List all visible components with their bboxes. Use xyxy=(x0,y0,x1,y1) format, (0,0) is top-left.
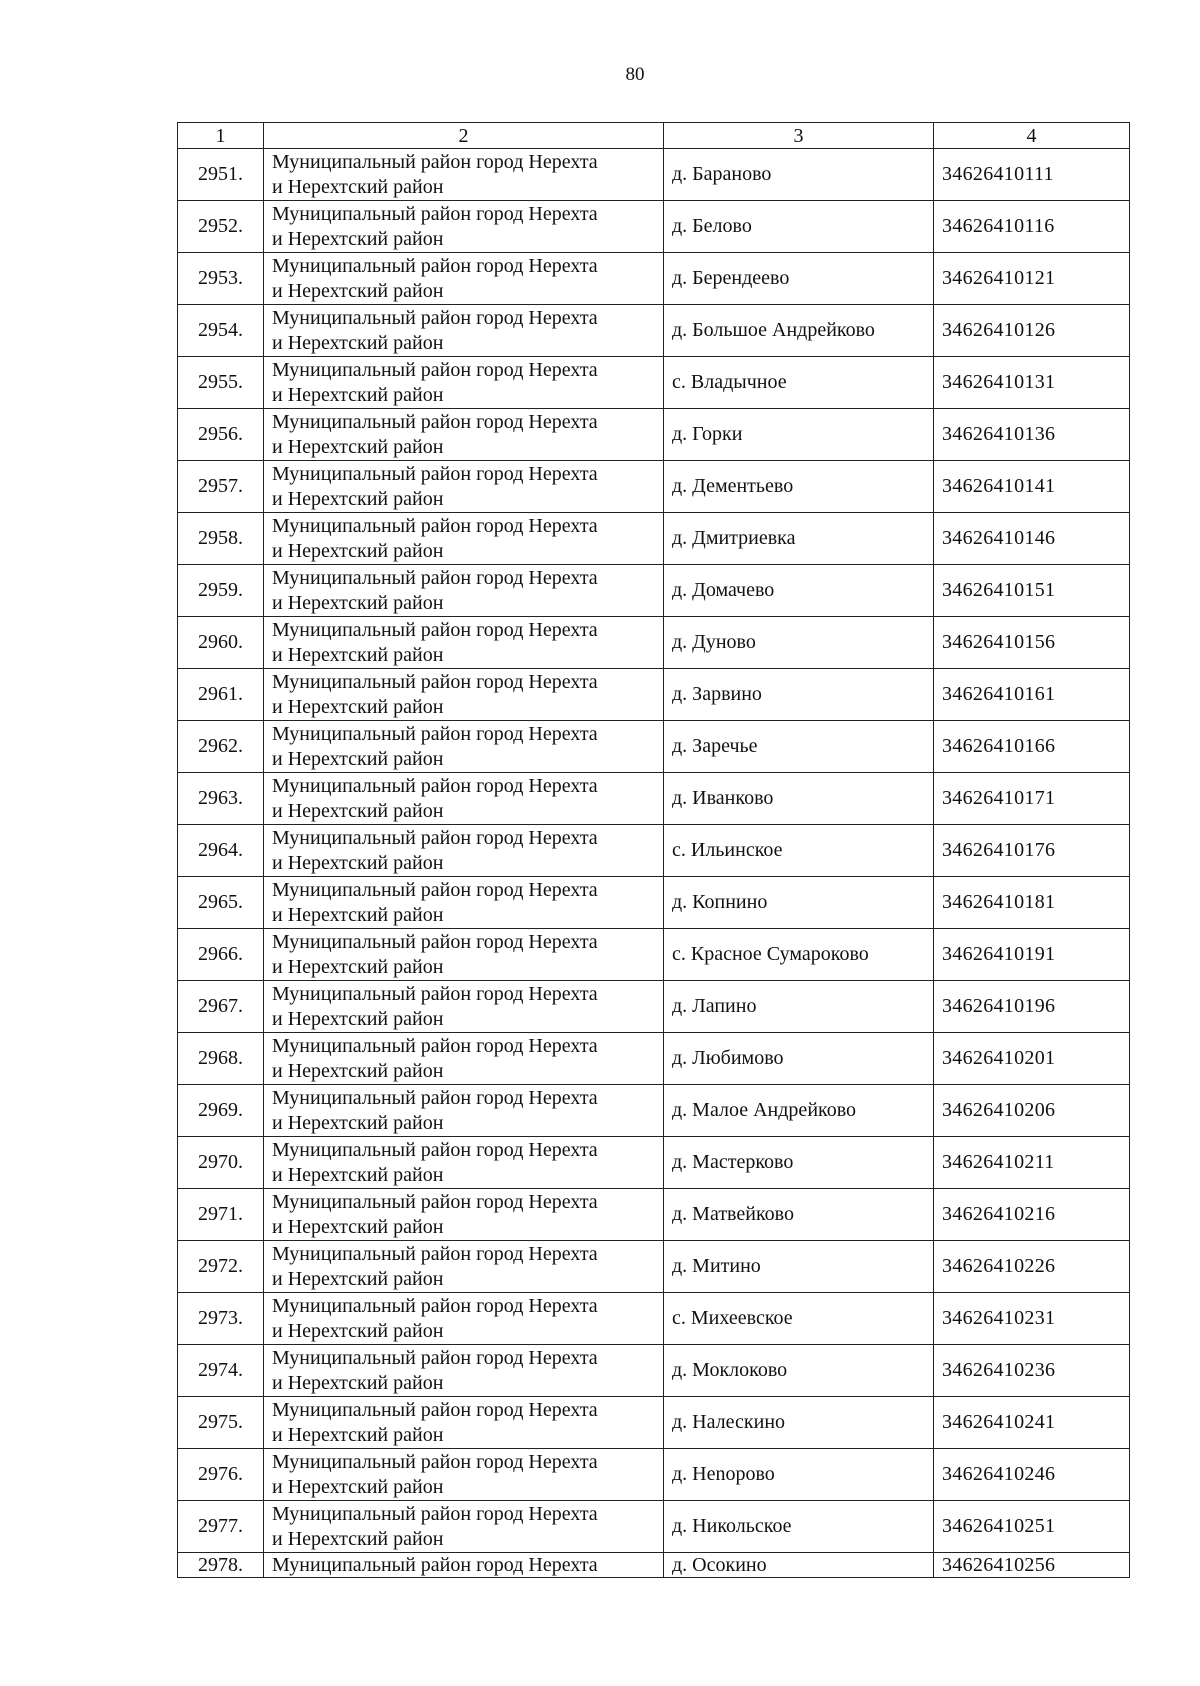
header-col-2: 2 xyxy=(264,123,664,149)
district-line-1: Муниципальный район город Нерехта xyxy=(272,514,598,537)
code-cell: 34626410136 xyxy=(934,409,1130,461)
code-cell: 34626410191 xyxy=(934,929,1130,981)
table-row xyxy=(178,1241,1130,1293)
district-cell xyxy=(264,1189,664,1241)
code-cell: 34626410211 xyxy=(934,1137,1130,1189)
code-cell: 34626410196 xyxy=(934,981,1130,1033)
code-cell: 34626410231 xyxy=(934,1293,1130,1345)
code-cell: 34626410156 xyxy=(934,617,1130,669)
code-cell: 34626410111 xyxy=(934,149,1130,201)
header-col-4: 4 xyxy=(934,123,1130,149)
header-col-1: 1 xyxy=(178,123,264,149)
code-cell: 34626410161 xyxy=(934,669,1130,721)
district-cell xyxy=(264,1033,664,1085)
code-cell: 34626410181 xyxy=(934,877,1130,929)
district-cell xyxy=(264,1553,664,1578)
district-line-1: Муниципальный район город Нерехта xyxy=(272,254,598,277)
table-row xyxy=(178,825,1130,877)
table-row xyxy=(178,1085,1130,1137)
district-cell xyxy=(264,1501,664,1553)
district-line-2: и Нерехтский район xyxy=(272,955,444,978)
code-cell: 34626410251 xyxy=(934,1501,1130,1553)
code-cell: 34626410206 xyxy=(934,1085,1130,1137)
table-header xyxy=(178,123,1130,149)
district-cell xyxy=(264,617,664,669)
code-cell: 34626410176 xyxy=(934,825,1130,877)
district-cell xyxy=(264,565,664,617)
header-row xyxy=(178,123,1130,149)
row-number: 2966. xyxy=(178,929,264,981)
settlement-cell: д. Неnoрово xyxy=(664,1449,934,1501)
district-line-1: Муниципальный район город Нерехта xyxy=(272,1294,598,1317)
district-line-1: Муниципальный район город Нерехта xyxy=(272,1554,598,1576)
district-cell xyxy=(264,877,664,929)
settlement-cell: с. Красное Сумароково xyxy=(664,929,934,981)
district-cell xyxy=(264,721,664,773)
district-line-1: Муниципальный район город Нерехта xyxy=(272,150,598,173)
district-line-2: и Нерехтский район xyxy=(272,903,444,926)
table-row xyxy=(178,1397,1130,1449)
district-line-1: Муниципальный район город Нерехта xyxy=(272,878,598,901)
table-row xyxy=(178,1137,1130,1189)
district-cell xyxy=(264,1449,664,1501)
table-row xyxy=(178,617,1130,669)
code-cell: 34626410216 xyxy=(934,1189,1130,1241)
district-line-2: и Нерехтский район xyxy=(272,591,444,614)
district-line-2: и Нерехтский район xyxy=(272,799,444,822)
header-col-3: 3 xyxy=(664,123,934,149)
settlement-cell: д. Зарвино xyxy=(664,669,934,721)
row-number: 2954. xyxy=(178,305,264,357)
row-number: 2953. xyxy=(178,253,264,305)
district-line-1: Муниципальный район город Нерехта xyxy=(272,1190,598,1213)
settlements-table xyxy=(177,122,1130,1578)
settlement-cell: д. Лапино xyxy=(664,981,934,1033)
district-line-2: и Нерехтский район xyxy=(272,487,444,510)
row-number: 2973. xyxy=(178,1293,264,1345)
district-line-1: Муниципальный район город Нерехта xyxy=(272,930,598,953)
district-cell xyxy=(264,1293,664,1345)
table-row xyxy=(178,929,1130,981)
district-line-1: Муниципальный район город Нерехта xyxy=(272,982,598,1005)
code-cell: 34626410226 xyxy=(934,1241,1130,1293)
district-cell xyxy=(264,253,664,305)
district-line-2: и Нерехтский район xyxy=(272,1111,444,1134)
district-line-2: и Нерехтский район xyxy=(272,1319,444,1342)
row-number: 2962. xyxy=(178,721,264,773)
row-number: 2971. xyxy=(178,1189,264,1241)
settlement-cell: д. Осокино xyxy=(664,1553,934,1578)
table-row xyxy=(178,981,1130,1033)
row-number: 2952. xyxy=(178,201,264,253)
settlement-cell: д. Любимово xyxy=(664,1033,934,1085)
row-number: 2975. xyxy=(178,1397,264,1449)
settlement-cell: д. Моклоково xyxy=(664,1345,934,1397)
table-row xyxy=(178,149,1130,201)
district-line-2: и Нерехтский район xyxy=(272,1371,444,1394)
row-number: 2967. xyxy=(178,981,264,1033)
page-number: 80 xyxy=(625,64,645,85)
settlement-cell: с. Ильинское xyxy=(664,825,934,877)
table-row xyxy=(178,461,1130,513)
district-cell xyxy=(264,149,664,201)
code-cell: 34626410171 xyxy=(934,773,1130,825)
row-number: 2961. xyxy=(178,669,264,721)
row-number: 2976. xyxy=(178,1449,264,1501)
table-row xyxy=(178,1449,1130,1501)
table-row xyxy=(178,201,1130,253)
table-row xyxy=(178,513,1130,565)
table-row xyxy=(178,773,1130,825)
district-line-1: Муниципальный район город Нерехта xyxy=(272,1138,598,1161)
district-cell xyxy=(264,929,664,981)
settlement-cell: д. Иванково xyxy=(664,773,934,825)
district-line-2: и Нерехтский район xyxy=(272,435,444,458)
table-row xyxy=(178,1501,1130,1553)
row-number: 2958. xyxy=(178,513,264,565)
district-cell xyxy=(264,1241,664,1293)
district-line-2: и Нерехтский район xyxy=(272,1475,444,1498)
code-cell: 34626410146 xyxy=(934,513,1130,565)
settlement-cell: д. Копнино xyxy=(664,877,934,929)
district-cell xyxy=(264,1085,664,1137)
district-cell xyxy=(264,1137,664,1189)
row-number: 2964. xyxy=(178,825,264,877)
table-row xyxy=(178,1345,1130,1397)
district-line-2: и Нерехтский район xyxy=(272,1527,444,1550)
district-line-2: и Нерехтский район xyxy=(272,331,444,354)
district-line-2: и Нерехтский район xyxy=(272,1423,444,1446)
table-row xyxy=(178,1033,1130,1085)
district-line-2: и Нерехтский район xyxy=(272,383,444,406)
table-row xyxy=(178,357,1130,409)
settlement-cell: д. Домачево xyxy=(664,565,934,617)
settlement-cell: с. Михеевское xyxy=(664,1293,934,1345)
row-number: 2969. xyxy=(178,1085,264,1137)
district-line-2: и Нерехтский район xyxy=(272,1215,444,1238)
district-cell xyxy=(264,305,664,357)
district-line-1: Муниципальный район город Нерехта xyxy=(272,306,598,329)
code-cell: 34626410166 xyxy=(934,721,1130,773)
district-line-1: Муниципальный район город Нерехта xyxy=(272,1034,598,1057)
row-number: 2970. xyxy=(178,1137,264,1189)
code-cell: 34626410236 xyxy=(934,1345,1130,1397)
settlement-cell: д. Берендеево xyxy=(664,253,934,305)
district-line-1: Муниципальный район город Нерехта xyxy=(272,462,598,485)
settlement-cell: д. Бараново xyxy=(664,149,934,201)
settlement-cell: с. Владычное xyxy=(664,357,934,409)
district-line-2: и Нерехтский район xyxy=(272,1059,444,1082)
row-number: 2965. xyxy=(178,877,264,929)
district-cell xyxy=(264,461,664,513)
table-row xyxy=(178,565,1130,617)
settlement-cell: д. Матвейково xyxy=(664,1189,934,1241)
district-line-2: и Нерехтский район xyxy=(272,1267,444,1290)
district-cell xyxy=(264,201,664,253)
district-line-2: и Нерехтский район xyxy=(272,1163,444,1186)
settlement-cell: д. Белово xyxy=(664,201,934,253)
table-row xyxy=(178,721,1130,773)
row-number: 2951. xyxy=(178,149,264,201)
table-row xyxy=(178,669,1130,721)
table-row xyxy=(178,305,1130,357)
code-cell: 34626410256 xyxy=(934,1553,1130,1578)
table-row xyxy=(178,409,1130,461)
district-cell xyxy=(264,981,664,1033)
row-number: 2978. xyxy=(178,1553,264,1578)
code-cell: 34626410121 xyxy=(934,253,1130,305)
district-line-2: и Нерехтский район xyxy=(272,1007,444,1030)
district-line-2: и Нерехтский район xyxy=(272,851,444,874)
district-line-2: и Нерехтский район xyxy=(272,279,444,302)
district-line-1: Муниципальный район город Нерехта xyxy=(272,1346,598,1369)
table-row xyxy=(178,877,1130,929)
row-number: 2960. xyxy=(178,617,264,669)
district-line-1: Муниципальный район город Нерехта xyxy=(272,202,598,225)
district-line-2: и Нерехтский район xyxy=(272,175,444,198)
district-line-1: Муниципальный район город Нерехта xyxy=(272,1086,598,1109)
district-line-1: Муниципальный район город Нерехта xyxy=(272,566,598,589)
row-number: 2959. xyxy=(178,565,264,617)
settlement-cell: д. Дмитриевка xyxy=(664,513,934,565)
code-cell: 34626410201 xyxy=(934,1033,1130,1085)
table-body xyxy=(178,149,1130,1578)
district-line-2: и Нерехтский район xyxy=(272,695,444,718)
code-cell: 34626410151 xyxy=(934,565,1130,617)
settlement-cell: д. Большое Андрейково xyxy=(664,305,934,357)
settlement-cell: д. Заречье xyxy=(664,721,934,773)
district-line-1: Муниципальный район город Нерехта xyxy=(272,358,598,381)
settlement-cell: д. Митино xyxy=(664,1241,934,1293)
district-line-1: Муниципальный район город Нерехта xyxy=(272,1242,598,1265)
district-cell xyxy=(264,513,664,565)
district-cell xyxy=(264,825,664,877)
table-row xyxy=(178,1553,1130,1578)
district-line-1: Муниципальный район город Нерехта xyxy=(272,826,598,849)
district-line-1: Муниципальный район город Нерехта xyxy=(272,1398,598,1421)
district-line-1: Муниципальный район город Нерехта xyxy=(272,774,598,797)
table-row xyxy=(178,1189,1130,1241)
row-number: 2972. xyxy=(178,1241,264,1293)
district-line-2: и Нерехтский район xyxy=(272,227,444,250)
district-cell xyxy=(264,773,664,825)
district-line-1: Муниципальный район город Нерехта xyxy=(272,670,598,693)
settlement-cell: д. Налескино xyxy=(664,1397,934,1449)
row-number: 2974. xyxy=(178,1345,264,1397)
district-cell xyxy=(264,357,664,409)
code-cell: 34626410141 xyxy=(934,461,1130,513)
row-number: 2963. xyxy=(178,773,264,825)
settlement-cell: д. Никольское xyxy=(664,1501,934,1553)
settlement-cell: д. Малое Андрейково xyxy=(664,1085,934,1137)
settlement-cell: д. Горки xyxy=(664,409,934,461)
settlement-cell: д. Мастерково xyxy=(664,1137,934,1189)
district-line-1: Муниципальный район город Нерехта xyxy=(272,618,598,641)
district-line-2: и Нерехтский район xyxy=(272,643,444,666)
row-number: 2968. xyxy=(178,1033,264,1085)
code-cell: 34626410116 xyxy=(934,201,1130,253)
code-cell: 34626410126 xyxy=(934,305,1130,357)
district-cell xyxy=(264,1345,664,1397)
row-number: 2977. xyxy=(178,1501,264,1553)
row-number: 2957. xyxy=(178,461,264,513)
code-cell: 34626410246 xyxy=(934,1449,1130,1501)
code-cell: 34626410241 xyxy=(934,1397,1130,1449)
settlement-cell: д. Дуново xyxy=(664,617,934,669)
district-line-1: Муниципальный район город Нерехта xyxy=(272,722,598,745)
table-row xyxy=(178,253,1130,305)
district-line-1: Муниципальный район город Нерехта xyxy=(272,1450,598,1473)
row-number: 2956. xyxy=(178,409,264,461)
district-line-2: и Нерехтский район xyxy=(272,539,444,562)
district-line-1: Муниципальный район город Нерехта xyxy=(272,1502,598,1525)
row-number: 2955. xyxy=(178,357,264,409)
district-cell xyxy=(264,409,664,461)
district-cell xyxy=(264,1397,664,1449)
district-cell xyxy=(264,669,664,721)
settlement-cell: д. Дементьево xyxy=(664,461,934,513)
table-row xyxy=(178,1293,1130,1345)
district-line-2: и Нерехтский район xyxy=(272,747,444,770)
district-line-1: Муниципальный район город Нерехта xyxy=(272,410,598,433)
code-cell: 34626410131 xyxy=(934,357,1130,409)
